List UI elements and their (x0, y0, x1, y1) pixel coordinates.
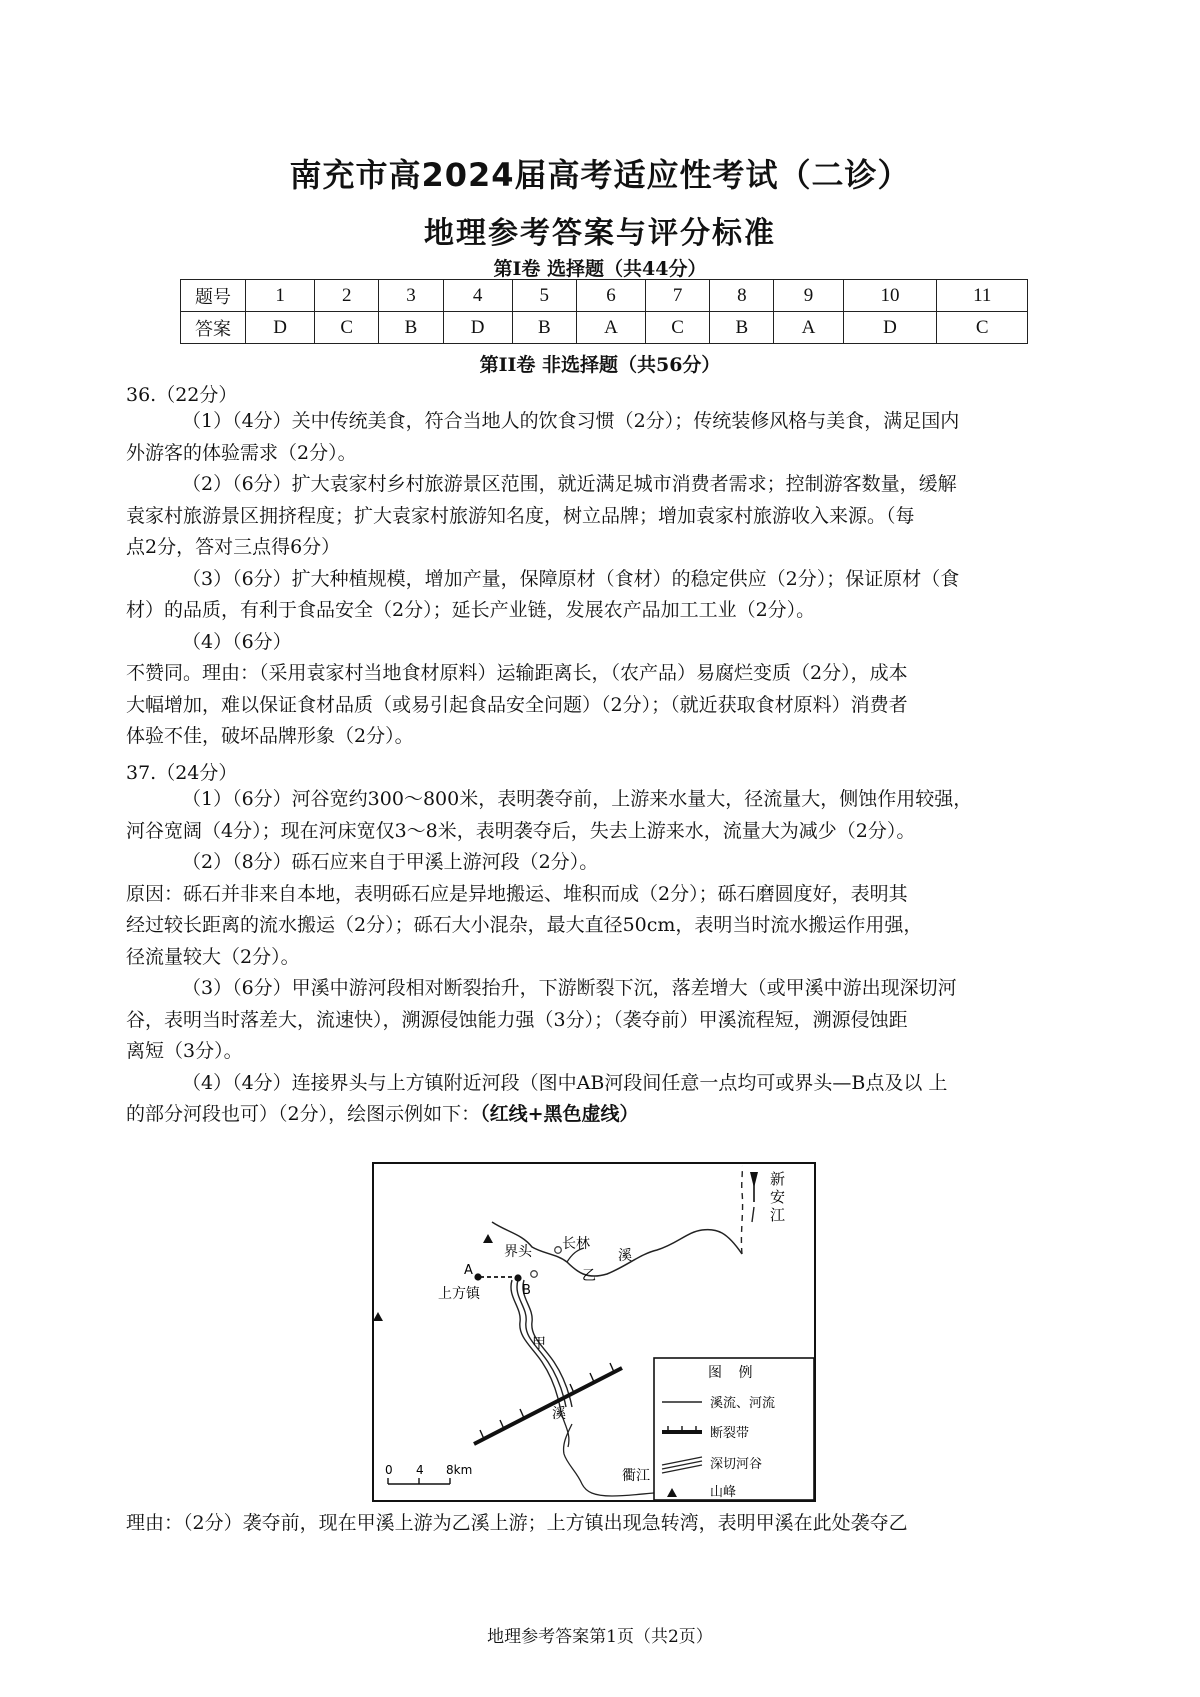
legend-river: 溪流、河流 (710, 1396, 776, 1411)
answer-cell: B (710, 312, 774, 344)
question-number-row (181, 280, 1028, 312)
label-jietou: 界头 (504, 1244, 532, 1260)
answer-cell: B (379, 312, 443, 344)
question-number: 10 (843, 280, 937, 312)
text-line: 体验不佳，破坏品牌形象（2分）。 (126, 725, 414, 747)
text-line: （3）（6分）扩大种植规模，增加产量，保障原材（食材）的稳定供应（2分）；保证原材（食 (182, 567, 960, 590)
text-line: （3）（6分）甲溪中游河段相对断裂抬升，下游断裂下沉，落差增大（或甲溪中游出现深切河 (182, 977, 957, 999)
text-segment: 的部分河段也可）（2分），绘图示例如下： (126, 1103, 481, 1125)
label-xinanjiang-3: 江 (770, 1206, 786, 1224)
answer-cell: B (512, 312, 576, 344)
label-shangfangzhen: 上方镇 (438, 1286, 480, 1302)
text-line: 不赞同。理由：（采用袁家村当地食材原料）运输距离长，（农产品）易腐烂变质（2分），成本 (126, 662, 908, 684)
answer-cell: C (937, 312, 1028, 344)
answer-cell: D (443, 312, 512, 344)
legend-fault: 断裂带 (710, 1426, 750, 1441)
question-number: 11 (937, 280, 1028, 312)
answer-row (181, 312, 1028, 344)
text-line: （4）（6分） (182, 630, 292, 653)
part2-heading: 第II卷 非选择题（共56分） (479, 354, 721, 376)
label-xi-lower: 溪 (552, 1406, 566, 1422)
answer-cell: C (646, 312, 710, 344)
answer-cell: C (315, 312, 379, 344)
question-number: 1 (246, 280, 315, 312)
question-number: 3 (379, 280, 443, 312)
text-line: （4）（4分）连接界头与上方镇附近河段（图中AB河段间任意一点均可或界头—B点及以 上 (182, 1071, 948, 1094)
text-line: 经过较长距离的流水搬运（2分）；砾石大小混杂，最大直径50cm，表明当时流水搬运作用强， (126, 914, 923, 936)
label-a: A (464, 1263, 473, 1278)
legend-title: 图 例 (708, 1365, 759, 1381)
question-number: 6 (576, 280, 645, 312)
river-capture-map (372, 1162, 816, 1502)
legend-deep-valley: 深切河谷 (710, 1457, 763, 1472)
text-line: 谷，表明当时落差大，流速快），溯源侵蚀能力强（3分）；（袭夺前）甲溪流程短，溯源侵蚀距 (126, 1008, 908, 1031)
question-number: 5 (512, 280, 576, 312)
answer-cell: D (843, 312, 937, 344)
label-xinanjiang-1: 新 (770, 1170, 786, 1188)
row-label-number: 题号 (181, 280, 246, 312)
q37-answer (126, 784, 1056, 1131)
answer-cell: A (774, 312, 843, 344)
label-changlin: 长林 (562, 1236, 590, 1252)
text-line: （2）（6分）扩大袁家村乡村旅游景区范围，就近满足城市消费者需求；控制游客数量，缓解 (182, 473, 957, 495)
question-number: 2 (315, 280, 379, 312)
text-line: （2）（8分）砾石应来自于甲溪上游河段（2分）。 (182, 851, 599, 873)
answer-cell: D (246, 312, 315, 344)
scale-label-8km: 8km (446, 1463, 473, 1477)
text-line: 外游客的体验需求（2分）。 (126, 441, 357, 464)
label-b: B (522, 1283, 531, 1298)
row-label-answer: 答案 (181, 312, 246, 344)
text-line: 材）的品质，有利于食品安全（2分）；延长产业链，发展农产品加工工业（2分）。 (126, 599, 816, 621)
q36-heading: 36.（22分） (126, 384, 238, 406)
drawing-note: （红线+黑色虚线） (480, 1103, 639, 1125)
text-line: （1）（6分）河谷宽约300～800米，表明袭夺前，上游来水量大，径流量大，侧蚀作用较强， (182, 788, 973, 810)
text-line: 袁家村旅游景区拥挤程度；扩大袁家村旅游知名度，树立品牌；增加袁家村旅游收入来源。（每 (126, 504, 915, 527)
label-yi: 乙 (582, 1268, 596, 1284)
text-line: 径流量较大（2分）。 (126, 945, 300, 968)
page-title: 南充市高2024届高考适应性考试（二诊） (289, 156, 911, 194)
text-line (126, 1099, 1056, 1131)
point-b (514, 1274, 521, 1281)
page-footer: 地理参考答案第1页（共2页） (487, 1627, 713, 1647)
question-number: 7 (646, 280, 710, 312)
answer-table (180, 279, 1028, 344)
answer-cell: A (576, 312, 645, 344)
town-changlin-marker (555, 1247, 562, 1254)
question-number: 8 (710, 280, 774, 312)
question-number: 4 (443, 280, 512, 312)
text-line: 离短（3分）。 (126, 1040, 243, 1062)
text-line: 大幅增加，难以保证食材品质（或易引起食品安全问题）（2分）；（就近获取食材原料）消费者 (126, 693, 908, 716)
label-xi-upper: 溪 (618, 1248, 632, 1264)
text-line: 河谷宽阔（4分）；现在河床宽仅3～8米，表明袭夺后，失去上游来水，流量大为减少（2分）。 (126, 819, 916, 842)
scale-label-0: 0 (385, 1463, 393, 1477)
town-jietou-marker (531, 1271, 538, 1278)
text-line: 理由：（2分）袭夺前，现在甲溪上游为乙溪上游；上方镇出现急转湾，表明甲溪在此处袭夺乙 (126, 1512, 908, 1534)
legend-peak: 山峰 (710, 1485, 737, 1500)
label-jia: 甲 (532, 1336, 546, 1352)
point-a (474, 1273, 481, 1280)
q37-reason-line (126, 1508, 1056, 1540)
map-legend (654, 1358, 814, 1500)
label-xinanjiang-2: 安 (770, 1188, 786, 1206)
label-qujiang: 衢江 (622, 1468, 650, 1484)
page-subtitle: 地理参考答案与评分标准 (424, 216, 776, 251)
part1-heading: 第I卷 选择题（共44分） (493, 258, 707, 280)
question-number: 9 (774, 280, 843, 312)
q36-answer (126, 406, 1056, 753)
q37-heading: 37.（24分） (126, 762, 238, 784)
scale-label-4: 4 (416, 1463, 424, 1477)
text-line: （1）（4分）关中传统美食，符合当地人的饮食习惯（2分）；传统装修风格与美食，满足国内 (182, 410, 960, 432)
text-line: 点2分，答对三点得6分） (126, 536, 341, 558)
text-line: 原因：砾石并非来自本地，表明砾石应是异地搬运、堆积而成（2分）；砾石磨圆度好，表明其 (126, 882, 908, 905)
